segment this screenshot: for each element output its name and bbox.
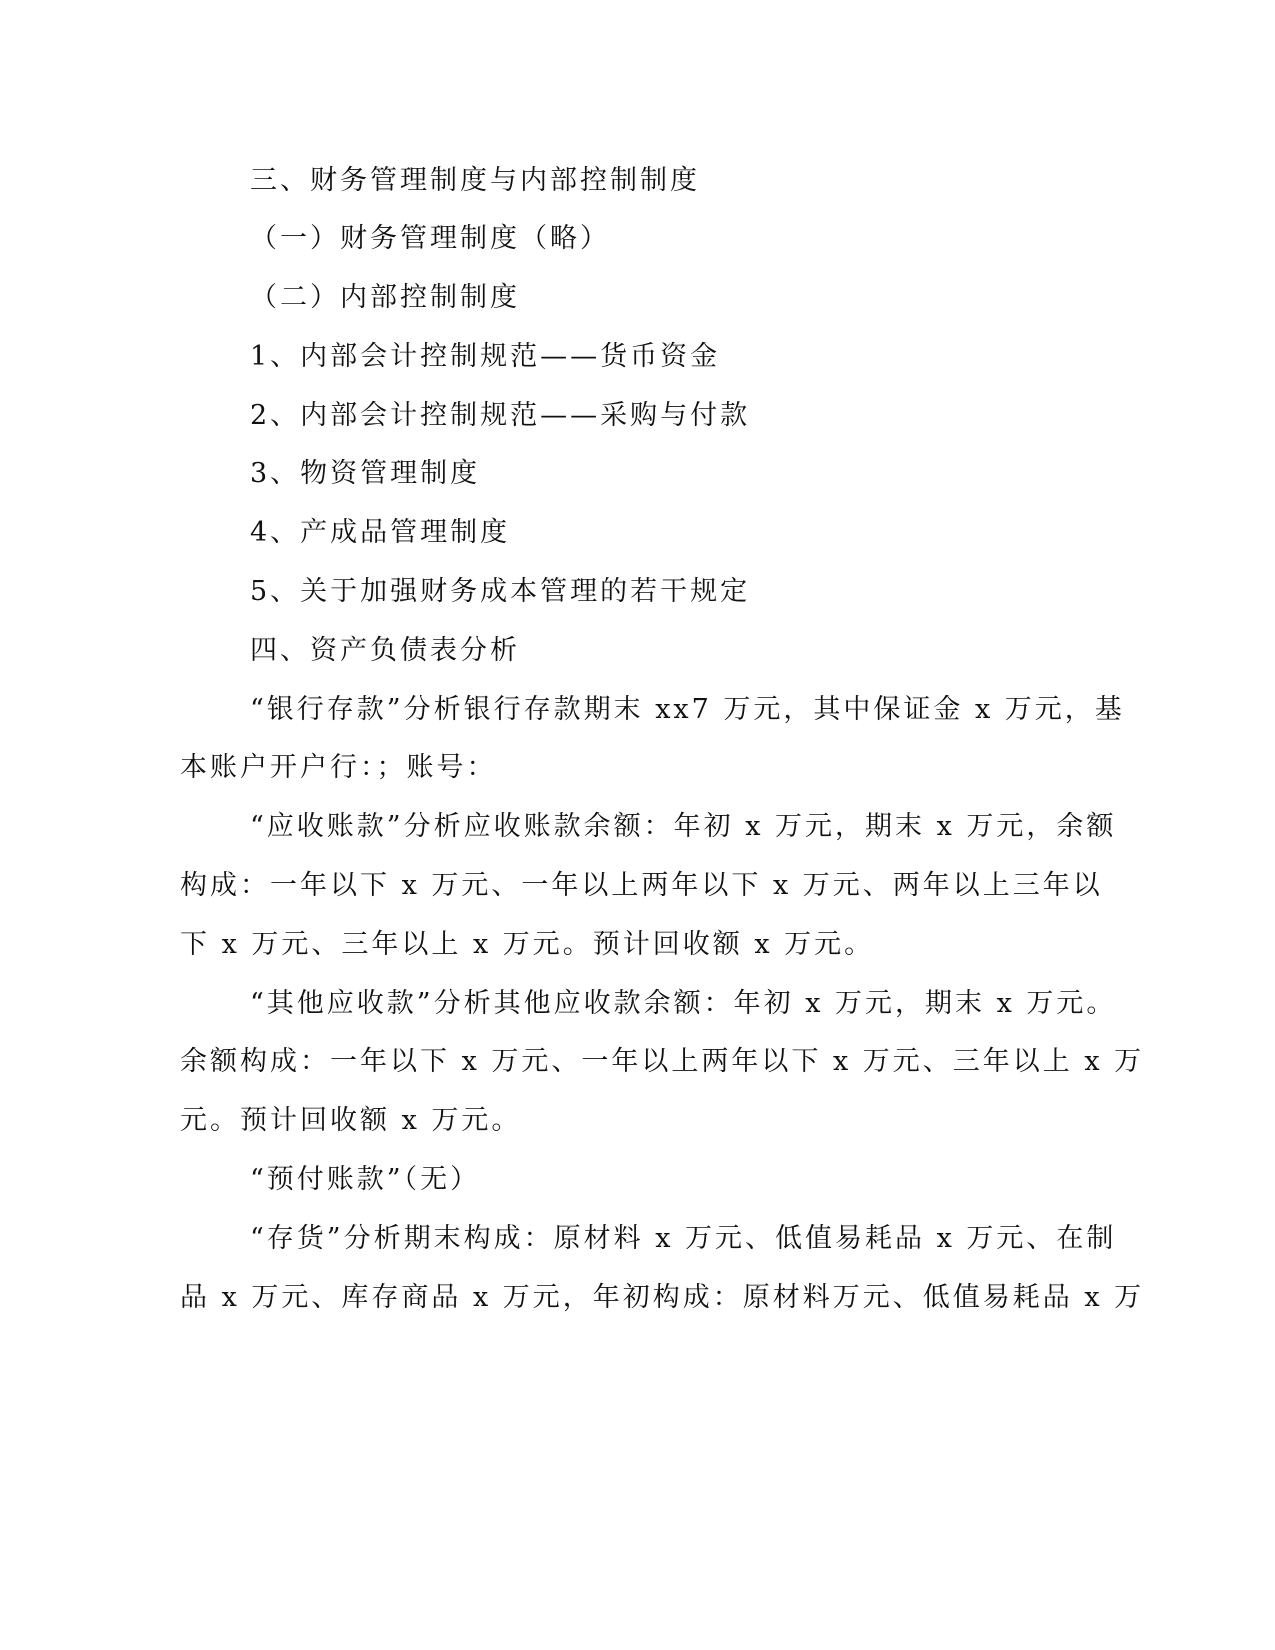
inventory-paragraph-line-1: “存货”分析期末构成：原材料 x 万元、低值易耗品 x 万元、在制 [250,1223,1117,1254]
list-item-4: 4、产成品管理制度 [250,517,511,548]
subsection-financial-management: （一）财务管理制度（略） [250,223,610,254]
list-item-5: 5、关于加强财务成本管理的若干规定 [250,576,751,607]
bank-deposit-paragraph-line-2: 本账户开户行：；账号： [180,752,497,783]
subsection-internal-control: （二）内部控制制度 [250,282,520,313]
list-item-1: 1、内部会计控制规范——货币资金 [250,341,721,372]
other-receivables-paragraph-line-2: 余额构成：一年以下 x 万元、一年以上两年以下 x 万元、三年以上 x 万 [180,1046,1145,1077]
other-receivables-paragraph-line-3: 元。预计回收额 x 万元。 [180,1105,522,1136]
accounts-receivable-paragraph-line-1: “应收账款”分析应收账款余额：年初 x 万元，期末 x 万元，余额 [250,811,1117,842]
list-item-3: 3、物资管理制度 [250,458,481,489]
section-heading-3: 三、财务管理制度与内部控制制度 [250,165,700,196]
section-heading-4: 四、资产负债表分析 [250,635,520,666]
list-item-2: 2、内部会计控制规范——采购与付款 [250,400,751,431]
bank-deposit-paragraph-line-1: “银行存款”分析银行存款期末 xx7 万元，其中保证金 x 万元，基 [250,694,1125,725]
inventory-paragraph-line-2: 品 x 万元、库存商品 x 万元，年初构成：原材料万元、低值易耗品 x 万 [180,1282,1145,1313]
accounts-receivable-paragraph-line-2: 构成：一年以下 x 万元、一年以上两年以下 x 万元、两年以上三年以 [180,870,1103,901]
prepaid-accounts-line: “预付账款”（无） [250,1164,481,1195]
other-receivables-paragraph-line-1: “其他应收款”分析其他应收款余额：年初 x 万元，期末 x 万元。 [250,988,1117,1019]
accounts-receivable-paragraph-line-3: 下 x 万元、三年以上 x 万元。预计回收额 x 万元。 [180,929,875,960]
